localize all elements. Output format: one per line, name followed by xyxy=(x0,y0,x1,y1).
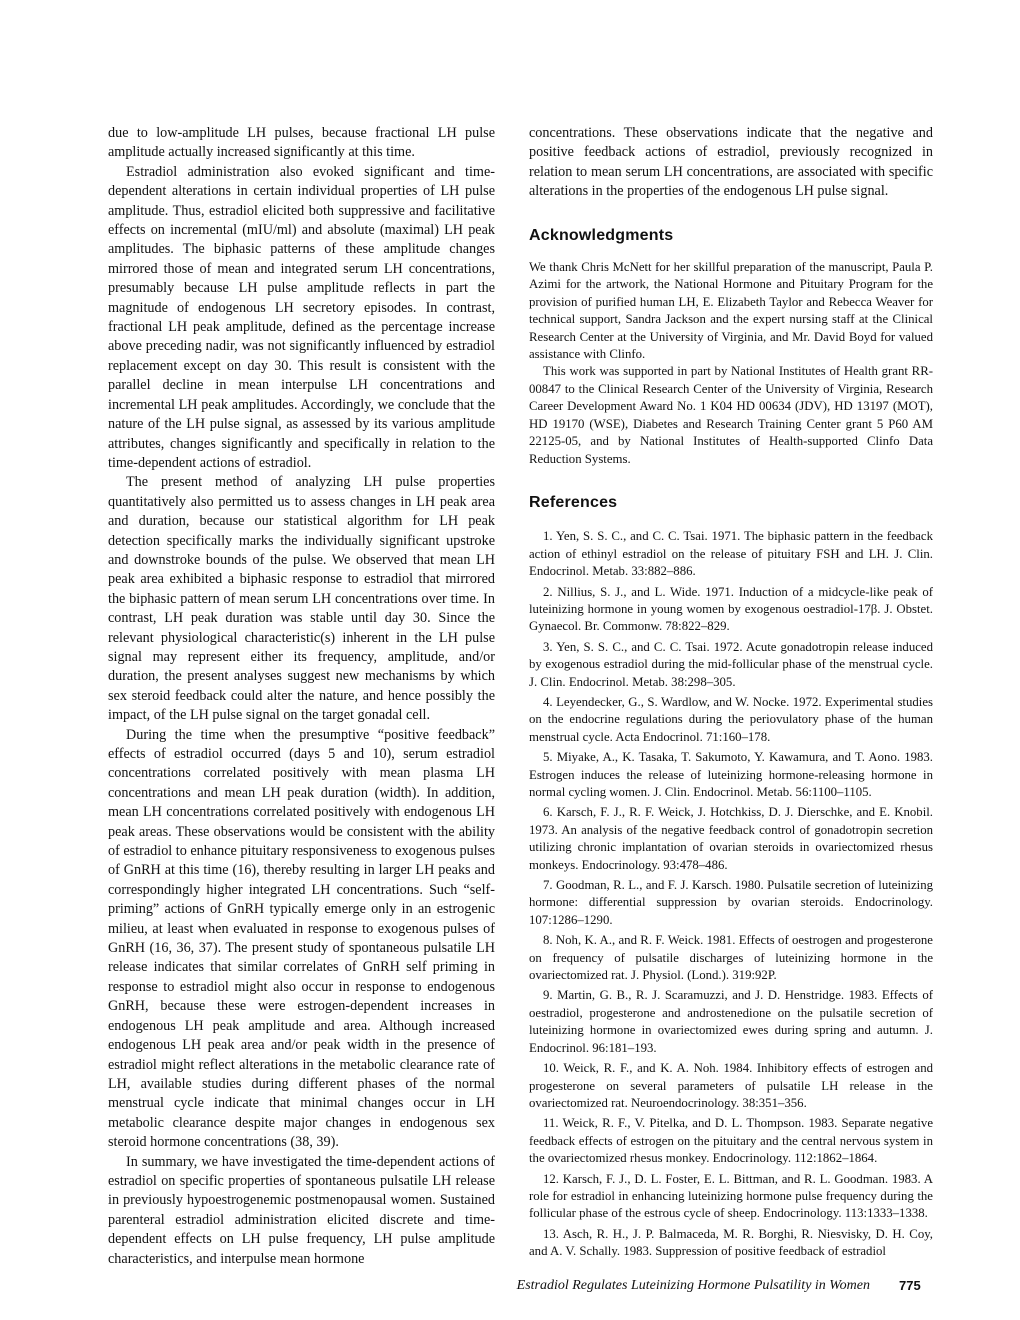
body-paragraph: due to low-amplitude LH pulses, because fractional LH pulse amplitude actually increased significantly at this time. xyxy=(108,125,495,161)
reference-item: 12. Karsch, F. J., D. L. Foster, E. L. Bittman, and R. L. Goodman. 1983. A role for estradiol in enhancing luteinizing hormone pulse frequency during the follicular phase of the estrous cycle of sheep. Endocrinology. 113:1333–1338. xyxy=(529,1171,933,1221)
page-number: 775 xyxy=(899,1278,921,1293)
reference-item: 6. Karsch, F. J., R. F. Weick, J. Hotchkiss, D. J. Dierschke, and E. Knobil. 1973. An analysis of the negative feedback control of gonadotropin secretion utilizing chronic implantation of ovarian steroids in ovariectomized rhesus monkeys. Endocrinology. 93:478–486. xyxy=(529,805,933,872)
body-paragraph: concentrations. These observations indicate that the negative and positive feedback actions of estradiol, previously recognized in relation to mean serum LH concentrations, are associated with specific alterations in the properties of the endogenous LH pulse signal. xyxy=(529,125,933,200)
reference-item: 1. Yen, S. S. C., and C. C. Tsai. 1971. The biphasic pattern in the feedback action of ethinyl estradiol on the release of pituitary FSH and LH. J. Clin. Endocrinol. Metab. 33:882–886. xyxy=(529,529,933,579)
acknowledgments-section xyxy=(529,259,933,468)
reference-item: 3. Yen, S. S. C., and C. C. Tsai. 1972. Acute gonadotropin release induced by exogenous estradiol during the mid-follicular phase of the menstrual cycle. J. Clin. Endocrinol. Metab. 38:298–305. xyxy=(529,639,933,689)
body-paragraph: Estradiol administration also evoked significant and time-dependent alterations in certain individual properties of LH pulse amplitude. Thus, estradiol elicited both suppressive and facilitative effects on incremental (mIU/ml) and absolute (maximal) LH peak amplitudes. The biphasic patterns of these amplitude changes mirrored those of mean and integrated serum LH concentrations, presumably because LH pulse amplitude reflects in part the magnitude of endogenous LH secretory episodes. In contrast, fractional LH peak amplitude, defined as the percentage increase above preceding nadir, was not significantly influenced by estradiol replacement except on day 30. This result is consistent with the parallel decline in mean interpulse LH concentrations and incremental LH peak amplitudes. Accordingly, we conclude that the nature of the LH pulse signal, as assessed by its various amplitude attributes, changes significantly and specifically in relation to the time-dependent actions of estradiol. xyxy=(108,163,495,471)
acknowledgments-paragraph: We thank Chris McNett for her skillful preparation of the manuscript, Paula P. Azimi for the artwork, the National Hormone and Pituitary Program for the provision of purified human LH, E. Elizabeth Taylor and Rebecca Weaver for technical support, Sandra Jackson and the expert nursing staff at the Clinical Research Center at the University of Virginia, and Mr. David Boyd for valued assistance with Clinfo. xyxy=(529,260,933,362)
body-paragraph: In summary, we have investigated the time-dependent actions of estradiol on specific properties of spontaneous pulsatile LH release in previously hypoestrogenemic postmenopausal women. Sustained parenteral estradiol administration elicited discrete and time-dependent effects on LH pulse frequency, LH pulse amplitude characteristics, and interpulse mean hormone xyxy=(108,1153,495,1267)
acknowledgments-heading: Acknowledgments xyxy=(529,226,674,244)
references-heading: References xyxy=(529,493,618,511)
reference-item: 9. Martin, G. B., R. J. Scaramuzzi, and J. D. Henstridge. 1983. Effects of oestradiol, progesterone and androstenedione on the pulsatile secretion of luteinizing hormone in ovariectomized ewes during spring and autumn. J. Endocrinol. 96:181–193. xyxy=(529,988,933,1055)
reference-item: 11. Weick, R. F., V. Pitelka, and D. L. Thompson. 1983. Separate negative feedback effects of estrogen on the pituitary and the central nervous system in the ovariectomized rhesus monkey. Endocrinology. 112:1862–1864. xyxy=(529,1116,933,1166)
reference-item: 8. Noh, K. A., and R. F. Weick. 1981. Effects of oestrogen and progesterone on frequency of pulsatile discharges of luteinizing hormone in the ovariectomized rat. J. Physiol. (Lond.). 319:92P. xyxy=(529,933,933,983)
acknowledgments-paragraph: This work was supported in part by National Institutes of Health grant RR-00847 to the Clinical Research Center of the University of Virginia, Research Career Development Award No. 1 K04 HD 00634 (JDV), HD 13197 (MOT), HD 19170 (WSE), Diabetes and Research Training Center grant 5 P60 AM 22125-05, and by National Institutes of Health-supported Clinfo Data Reduction Systems. xyxy=(529,364,933,466)
right-column xyxy=(529,124,933,1264)
left-column xyxy=(108,124,495,1269)
reference-item: 13. Asch, R. H., J. P. Balmaceda, M. R. Borghi, R. Niesvisky, D. H. Coy, and A. V. Schally. 1983. Suppression of positive feedback of estradiol xyxy=(529,1226,933,1259)
body-paragraph: The present method of analyzing LH pulse properties quantitatively also permitted us to assess changes in LH peak area and duration, because our statistical algorithm for LH peak detection specifically marks the individually significant upstroke and downstroke bounds of the pulse. We observed that mean LH peak area exhibited a biphasic response to estradiol that mirrored the biphasic pattern of mean serum LH concentrations over time. In contrast, LH peak duration was stable until day 30. Since the relevant physiological characteristic(s) inherent in the LH pulse signal may represent either its frequency, amplitude, and/or duration, the present analyses suggest new mechanisms by which sex steroid feedback could alter the nature, and hence possibly the impact, of the LH pulse signal on the target gonadal cell. xyxy=(108,474,495,724)
reference-item: 7. Goodman, R. L., and F. J. Karsch. 1980. Pulsatile secretion of luteinizing hormone: differential suppression by ovarian steroids. Endocrinology. 107:1286–1290. xyxy=(529,878,933,927)
reference-item: 5. Miyake, A., K. Tasaka, T. Sakumoto, Y. Kawamura, and T. Aono. 1983. Estrogen induces the release of luteinizing hormone-releasing hormone in normal cycling women. J. Clin. Endocrinol. Metab. 56:1100–1105. xyxy=(529,750,933,799)
references-list xyxy=(529,528,933,1260)
body-paragraph: During the time when the presumptive “positive feedback” effects of estradiol occurred (days 5 and 10), serum estradiol concentrations correlated positively with mean plasma LH concentrations and mean LH peak duration (width). In addition, mean LH concentrations correlated positively with endogenous LH peak areas. These observations would be consistent with the ability of estradiol to enhance pituitary responsiveness to exogenous pulses of GnRH at this time (16), thereby resulting in larger LH peaks and correspondingly higher integrated LH concentrations. Such “self-priming” actions of GnRH typically emerge only in an estrogenic milieu, at least when evaluated in response to exogenous pulses of GnRH (16, 36, 37). The present study of spontaneous pulsatile LH release indicates that similar correlates of GnRH self priming in response to estradiol might also occur in response to endogenous GnRH, because these were estrogen-dependent increases in endogenous LH peak amplitude and area. Although increased endogenous LH peak area and/or peak width in the presence of estradiol might reflect alterations in the metabolic clearance rate of LH, available studies during different phases of the normal menstrual cycle indicate that minimal changes occur in LH metabolic clearance despite major changes in endogenous sex steroid hormone concentrations (38, 39). xyxy=(108,726,495,1151)
page-footer xyxy=(0,1278,1020,1298)
reference-item: 10. Weick, R. F., and K. A. Noh. 1984. Inhibitory effects of estrogen and progesterone on several parameters of pulsatile LH release in the ovariectomized rat. Neuroendocrinology. 38:351–356. xyxy=(529,1061,933,1110)
running-head: Estradiol Regulates Luteinizing Hormone Pulsatility in Women xyxy=(516,1278,870,1293)
reference-item: 4. Leyendecker, G., S. Wardlow, and W. Nocke. 1972. Experimental studies on the endocrine regulations during the periovulatory phase of the human menstrual cycle. Acta Endocrinol. 71:160–178. xyxy=(529,694,933,744)
reference-item: 2. Nillius, S. J., and L. Wide. 1971. Induction of a midcycle-like peak of luteinizing hormone in young women by exogenous oestradiol-17β. J. Obstet. Gynaecol. Br. Commonw. 78:822–829. xyxy=(529,584,933,634)
